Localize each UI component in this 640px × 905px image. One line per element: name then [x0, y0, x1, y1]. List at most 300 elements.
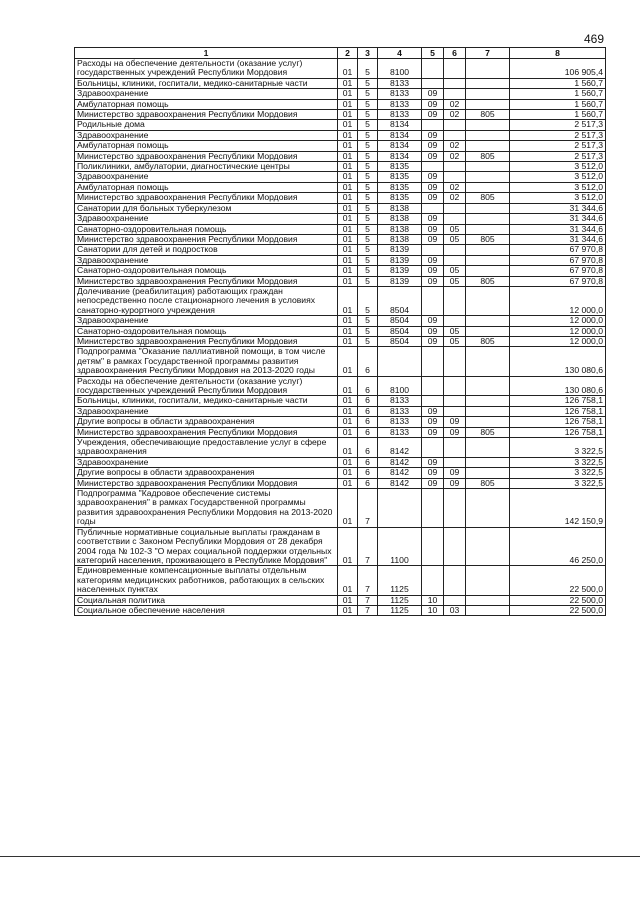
target-article-cell: 8135 [378, 193, 422, 203]
division-cell: 09 [422, 406, 444, 416]
item-name-cell: Здравоохранение [75, 406, 338, 416]
table-row [75, 162, 606, 172]
table-row [75, 316, 606, 326]
item-name-cell: Родильные дома [75, 120, 338, 130]
table-row [75, 172, 606, 182]
table-row [75, 427, 606, 437]
amount-cell: 22 500,0 [510, 605, 606, 615]
target-article-cell: 8134 [378, 151, 422, 161]
table-row [75, 224, 606, 234]
subprogram-cell: 5 [358, 276, 378, 286]
section-cell: 01 [338, 286, 358, 315]
division-cell: 09 [422, 89, 444, 99]
table-row [75, 286, 606, 315]
subdivision-cell [444, 527, 466, 566]
division-cell [422, 203, 444, 213]
subprogram-cell: 6 [358, 478, 378, 488]
item-name-cell: Больницы, клиники, госпитали, медико-санитарные части [75, 396, 338, 406]
section-cell: 01 [338, 417, 358, 427]
section-cell: 01 [338, 182, 358, 192]
item-name-cell: Единовременные компенсационные выплаты отдельным категориям медицинских работников, работающих в сельских населенных пунктах [75, 566, 338, 595]
division-cell: 09 [422, 276, 444, 286]
subprogram-cell: 5 [358, 182, 378, 192]
amount-cell: 3 322,5 [510, 478, 606, 488]
division-cell [422, 566, 444, 595]
division-cell: 09 [422, 110, 444, 120]
amount-cell: 1 560,7 [510, 89, 606, 99]
subprogram-cell: 5 [358, 162, 378, 172]
subprogram-cell: 5 [358, 255, 378, 265]
section-cell: 01 [338, 151, 358, 161]
table-row [75, 396, 606, 406]
target-article-cell: 8100 [378, 59, 422, 79]
table-row [75, 438, 606, 458]
item-name-cell: Учреждения, обеспечивающие предоставление услуг в сфере здравоохранения [75, 438, 338, 458]
amount-cell: 67 970,8 [510, 266, 606, 276]
division-cell [422, 78, 444, 88]
table-row [75, 99, 606, 109]
subdivision-cell: 03 [444, 605, 466, 615]
subprogram-cell: 5 [358, 214, 378, 224]
subprogram-cell: 5 [358, 316, 378, 326]
column-header: 1 [75, 48, 338, 59]
table-row [75, 527, 606, 566]
subdivision-cell: 02 [444, 193, 466, 203]
target-article-cell: 8100 [378, 376, 422, 396]
amount-cell: 12 000,0 [510, 316, 606, 326]
amount-cell: 12 000,0 [510, 326, 606, 336]
table-row [75, 255, 606, 265]
target-article-cell: 8135 [378, 172, 422, 182]
subprogram-cell: 5 [358, 99, 378, 109]
table-row [75, 376, 606, 396]
subdivision-cell: 02 [444, 182, 466, 192]
ministry-code-cell: 805 [466, 151, 510, 161]
subprogram-cell: 6 [358, 417, 378, 427]
column-header: 2 [338, 48, 358, 59]
amount-cell: 3 512,0 [510, 193, 606, 203]
ministry-code-cell [466, 457, 510, 467]
column-header: 5 [422, 48, 444, 59]
subprogram-cell: 6 [358, 396, 378, 406]
amount-cell: 2 517,3 [510, 130, 606, 140]
amount-cell: 142 150,9 [510, 489, 606, 528]
target-article-cell: 8139 [378, 245, 422, 255]
division-cell: 09 [422, 316, 444, 326]
table-row [75, 141, 606, 151]
table-row [75, 182, 606, 192]
ministry-code-cell [466, 566, 510, 595]
section-cell: 01 [338, 478, 358, 488]
division-cell: 09 [422, 214, 444, 224]
target-article-cell: 1125 [378, 595, 422, 605]
ministry-code-cell [466, 172, 510, 182]
table-row [75, 336, 606, 346]
item-name-cell: Амбулаторная помощь [75, 99, 338, 109]
column-header: 3 [358, 48, 378, 59]
section-cell: 01 [338, 276, 358, 286]
amount-cell: 126 758,1 [510, 427, 606, 437]
subprogram-cell: 7 [358, 527, 378, 566]
item-name-cell: Социальное обеспечение населения [75, 605, 338, 615]
subdivision-cell [444, 347, 466, 376]
division-cell: 09 [422, 172, 444, 182]
ministry-code-cell [466, 595, 510, 605]
division-cell: 09 [422, 326, 444, 336]
column-header: 6 [444, 48, 466, 59]
subprogram-cell: 6 [358, 406, 378, 416]
division-cell: 09 [422, 417, 444, 427]
amount-cell: 46 250,0 [510, 527, 606, 566]
subprogram-cell: 5 [358, 224, 378, 234]
target-article-cell: 8135 [378, 182, 422, 192]
target-article-cell: 8138 [378, 214, 422, 224]
subprogram-cell: 7 [358, 595, 378, 605]
item-name-cell: Долечивание (реабилитация) работающих граждан непосредственно после стационарного лечения в условиях санаторно-курортного учреждения [75, 286, 338, 315]
ministry-code-cell: 805 [466, 427, 510, 437]
table-row [75, 605, 606, 615]
target-article-cell [378, 489, 422, 528]
subdivision-cell [444, 255, 466, 265]
target-article-cell: 8138 [378, 234, 422, 244]
subdivision-cell [444, 438, 466, 458]
subprogram-cell: 6 [358, 468, 378, 478]
subprogram-cell: 5 [358, 130, 378, 140]
subdivision-cell: 05 [444, 234, 466, 244]
division-cell [422, 120, 444, 130]
ministry-code-cell [466, 203, 510, 213]
target-article-cell [378, 347, 422, 376]
section-cell: 01 [338, 120, 358, 130]
division-cell [422, 489, 444, 528]
subdivision-cell [444, 78, 466, 88]
table-row [75, 203, 606, 213]
section-cell: 01 [338, 489, 358, 528]
section-cell: 01 [338, 99, 358, 109]
section-cell: 01 [338, 141, 358, 151]
ministry-code-cell [466, 224, 510, 234]
item-name-cell: Здравоохранение [75, 316, 338, 326]
bottom-rule [0, 856, 640, 857]
division-cell: 09 [422, 427, 444, 437]
subdivision-cell [444, 396, 466, 406]
subprogram-cell: 6 [358, 457, 378, 467]
ministry-code-cell [466, 438, 510, 458]
subprogram-cell: 5 [358, 245, 378, 255]
item-name-cell: Амбулаторная помощь [75, 182, 338, 192]
subdivision-cell: 02 [444, 151, 466, 161]
item-name-cell: Министерство здравоохранения Республики Мордовия [75, 478, 338, 488]
ministry-code-cell [466, 245, 510, 255]
section-cell: 01 [338, 336, 358, 346]
table-body [75, 59, 606, 616]
amount-cell: 31 344,6 [510, 214, 606, 224]
item-name-cell: Другие вопросы в области здравоохранения [75, 417, 338, 427]
subdivision-cell: 02 [444, 141, 466, 151]
table-row [75, 406, 606, 416]
division-cell: 09 [422, 224, 444, 234]
item-name-cell: Здравоохранение [75, 172, 338, 182]
ministry-code-cell [466, 99, 510, 109]
section-cell: 01 [338, 457, 358, 467]
table-row [75, 417, 606, 427]
section-cell: 01 [338, 396, 358, 406]
subdivision-cell [444, 120, 466, 130]
target-article-cell: 8138 [378, 203, 422, 213]
amount-cell: 12 000,0 [510, 336, 606, 346]
subprogram-cell: 5 [358, 193, 378, 203]
item-name-cell: Здравоохранение [75, 130, 338, 140]
item-name-cell: Санаторно-оздоровительная помощь [75, 266, 338, 276]
section-cell: 01 [338, 468, 358, 478]
division-cell [422, 527, 444, 566]
ministry-code-cell: 805 [466, 478, 510, 488]
item-name-cell: Министерство здравоохранения Республики Мордовия [75, 151, 338, 161]
division-cell [422, 438, 444, 458]
subdivision-cell: 05 [444, 266, 466, 276]
section-cell: 01 [338, 326, 358, 336]
amount-cell: 3 512,0 [510, 162, 606, 172]
subprogram-cell: 5 [358, 120, 378, 130]
division-cell: 10 [422, 605, 444, 615]
division-cell [422, 59, 444, 79]
item-name-cell: Санаторно-оздоровительная помощь [75, 326, 338, 336]
item-name-cell: Амбулаторная помощь [75, 141, 338, 151]
column-header: 7 [466, 48, 510, 59]
amount-cell: 106 905,4 [510, 59, 606, 79]
table-row [75, 489, 606, 528]
subprogram-cell: 7 [358, 489, 378, 528]
amount-cell: 31 344,6 [510, 203, 606, 213]
amount-cell: 2 517,3 [510, 151, 606, 161]
subprogram-cell: 5 [358, 110, 378, 120]
subdivision-cell [444, 286, 466, 315]
amount-cell: 2 517,3 [510, 141, 606, 151]
subdivision-cell [444, 172, 466, 182]
subdivision-cell [444, 376, 466, 396]
amount-cell: 3 512,0 [510, 172, 606, 182]
target-article-cell: 8139 [378, 255, 422, 265]
amount-cell: 130 080,6 [510, 376, 606, 396]
table-row [75, 234, 606, 244]
division-cell [422, 162, 444, 172]
target-article-cell: 8504 [378, 336, 422, 346]
subdivision-cell: 05 [444, 336, 466, 346]
item-name-cell: Санаторно-оздоровительная помощь [75, 224, 338, 234]
ministry-code-cell [466, 89, 510, 99]
amount-cell: 31 344,6 [510, 224, 606, 234]
target-article-cell: 1125 [378, 605, 422, 615]
subprogram-cell: 5 [358, 336, 378, 346]
item-name-cell: Публичные нормативные социальные выплаты гражданам в соответствии с Законом Республики Мордовия от 28 декабря 2004 года № 102-З "О мерах социальной поддержки отдельных категорий населения, проживающего в Республике Мордовия" [75, 527, 338, 566]
division-cell [422, 376, 444, 396]
division-cell: 09 [422, 182, 444, 192]
ministry-code-cell [466, 316, 510, 326]
ministry-code-cell [466, 78, 510, 88]
item-name-cell: Министерство здравоохранения Республики Мордовия [75, 110, 338, 120]
target-article-cell: 8134 [378, 141, 422, 151]
table-row [75, 266, 606, 276]
subprogram-cell: 5 [358, 234, 378, 244]
table-row [75, 595, 606, 605]
target-article-cell: 8504 [378, 326, 422, 336]
ministry-code-cell [466, 162, 510, 172]
ministry-code-cell [466, 527, 510, 566]
budget-table [74, 47, 606, 616]
table-row [75, 468, 606, 478]
item-name-cell: Санатории для больных туберкулезом [75, 203, 338, 213]
section-cell: 01 [338, 316, 358, 326]
subprogram-cell: 6 [358, 347, 378, 376]
amount-cell: 67 970,8 [510, 276, 606, 286]
target-article-cell: 8133 [378, 78, 422, 88]
item-name-cell: Министерство здравоохранения Республики Мордовия [75, 427, 338, 437]
target-article-cell: 8133 [378, 427, 422, 437]
section-cell: 01 [338, 266, 358, 276]
ministry-code-cell [466, 141, 510, 151]
division-cell: 09 [422, 99, 444, 109]
item-name-cell: Поликлиники, амбулатории, диагностические центры [75, 162, 338, 172]
target-article-cell: 8133 [378, 396, 422, 406]
subdivision-cell [444, 203, 466, 213]
column-header: 8 [510, 48, 606, 59]
division-cell: 09 [422, 457, 444, 467]
item-name-cell: Расходы на обеспечение деятельности (оказание услуг) государственных учреждений Республики Мордовия [75, 376, 338, 396]
target-article-cell: 8504 [378, 316, 422, 326]
table-row [75, 326, 606, 336]
item-name-cell: Здравоохранение [75, 89, 338, 99]
subdivision-cell [444, 245, 466, 255]
subdivision-cell [444, 406, 466, 416]
subdivision-cell: 05 [444, 276, 466, 286]
item-name-cell: Социальная политика [75, 595, 338, 605]
table-row [75, 566, 606, 595]
table-row [75, 347, 606, 376]
ministry-code-cell [466, 605, 510, 615]
table-row [75, 120, 606, 130]
subprogram-cell: 5 [358, 151, 378, 161]
subprogram-cell: 5 [358, 59, 378, 79]
ministry-code-cell [466, 120, 510, 130]
ministry-code-cell [466, 286, 510, 315]
amount-cell: 22 500,0 [510, 595, 606, 605]
subdivision-cell [444, 162, 466, 172]
ministry-code-cell [466, 347, 510, 376]
ministry-code-cell [466, 468, 510, 478]
division-cell: 09 [422, 130, 444, 140]
table-row [75, 457, 606, 467]
table-row [75, 78, 606, 88]
item-name-cell: Больницы, клиники, госпитали, медико-санитарные части [75, 78, 338, 88]
target-article-cell: 1125 [378, 566, 422, 595]
subprogram-cell: 5 [358, 286, 378, 315]
division-cell [422, 347, 444, 376]
subdivision-cell: 02 [444, 110, 466, 120]
target-article-cell: 1100 [378, 527, 422, 566]
division-cell [422, 286, 444, 315]
amount-cell: 22 500,0 [510, 566, 606, 595]
subprogram-cell: 6 [358, 376, 378, 396]
ministry-code-cell [466, 406, 510, 416]
division-cell: 09 [422, 151, 444, 161]
subdivision-cell: 05 [444, 224, 466, 234]
item-name-cell: Министерство здравоохранения Республики Мордовия [75, 234, 338, 244]
subdivision-cell [444, 566, 466, 595]
target-article-cell: 8133 [378, 406, 422, 416]
item-name-cell: Подпрограмма "Кадровое обеспечение системы здравоохранения" в рамках Государственной программы развития здравоохранения Республики Мордовия на 2013-2020 годы [75, 489, 338, 528]
section-cell: 01 [338, 193, 358, 203]
amount-cell: 12 000,0 [510, 286, 606, 315]
division-cell: 09 [422, 266, 444, 276]
division-cell: 10 [422, 595, 444, 605]
target-article-cell: 8142 [378, 438, 422, 458]
subprogram-cell: 5 [358, 78, 378, 88]
table-row [75, 89, 606, 99]
section-cell: 01 [338, 214, 358, 224]
section-cell: 01 [338, 438, 358, 458]
amount-cell: 126 758,1 [510, 396, 606, 406]
section-cell: 01 [338, 376, 358, 396]
subprogram-cell: 5 [358, 89, 378, 99]
section-cell: 01 [338, 110, 358, 120]
amount-cell: 1 560,7 [510, 110, 606, 120]
amount-cell: 1 560,7 [510, 78, 606, 88]
item-name-cell: Расходы на обеспечение деятельности (оказание услуг) государственных учреждений Республики Мордовия [75, 59, 338, 79]
section-cell: 01 [338, 234, 358, 244]
page-number: 469 [584, 32, 605, 46]
section-cell: 01 [338, 224, 358, 234]
section-cell: 01 [338, 162, 358, 172]
table-row [75, 214, 606, 224]
subdivision-cell [444, 595, 466, 605]
ministry-code-cell [466, 59, 510, 79]
table-row [75, 245, 606, 255]
section-cell: 01 [338, 203, 358, 213]
section-cell: 01 [338, 172, 358, 182]
subdivision-cell [444, 214, 466, 224]
division-cell: 09 [422, 336, 444, 346]
subprogram-cell: 7 [358, 605, 378, 615]
target-article-cell: 8133 [378, 417, 422, 427]
ministry-code-cell [466, 417, 510, 427]
amount-cell: 2 517,3 [510, 120, 606, 130]
item-name-cell: Подпрограмма "Оказание паллиативной помощи, в том числе детям" в рамках Государственной программы развития здравоохранения Республики Мордовия на 2013-2020 годы [75, 347, 338, 376]
table-row [75, 151, 606, 161]
subdivision-cell [444, 489, 466, 528]
table-row [75, 276, 606, 286]
amount-cell: 31 344,6 [510, 234, 606, 244]
target-article-cell: 8134 [378, 120, 422, 130]
section-cell: 01 [338, 245, 358, 255]
target-article-cell: 8134 [378, 130, 422, 140]
target-article-cell: 8138 [378, 224, 422, 234]
section-cell: 01 [338, 347, 358, 376]
amount-cell: 1 560,7 [510, 99, 606, 109]
ministry-code-cell [466, 326, 510, 336]
section-cell: 01 [338, 130, 358, 140]
division-cell: 09 [422, 141, 444, 151]
amount-cell: 67 970,8 [510, 255, 606, 265]
target-article-cell: 8504 [378, 286, 422, 315]
ministry-code-cell [466, 489, 510, 528]
division-cell: 09 [422, 255, 444, 265]
subdivision-cell: 09 [444, 478, 466, 488]
section-cell: 01 [338, 427, 358, 437]
section-cell: 01 [338, 78, 358, 88]
subprogram-cell: 5 [358, 141, 378, 151]
ministry-code-cell [466, 182, 510, 192]
amount-cell: 130 080,6 [510, 347, 606, 376]
